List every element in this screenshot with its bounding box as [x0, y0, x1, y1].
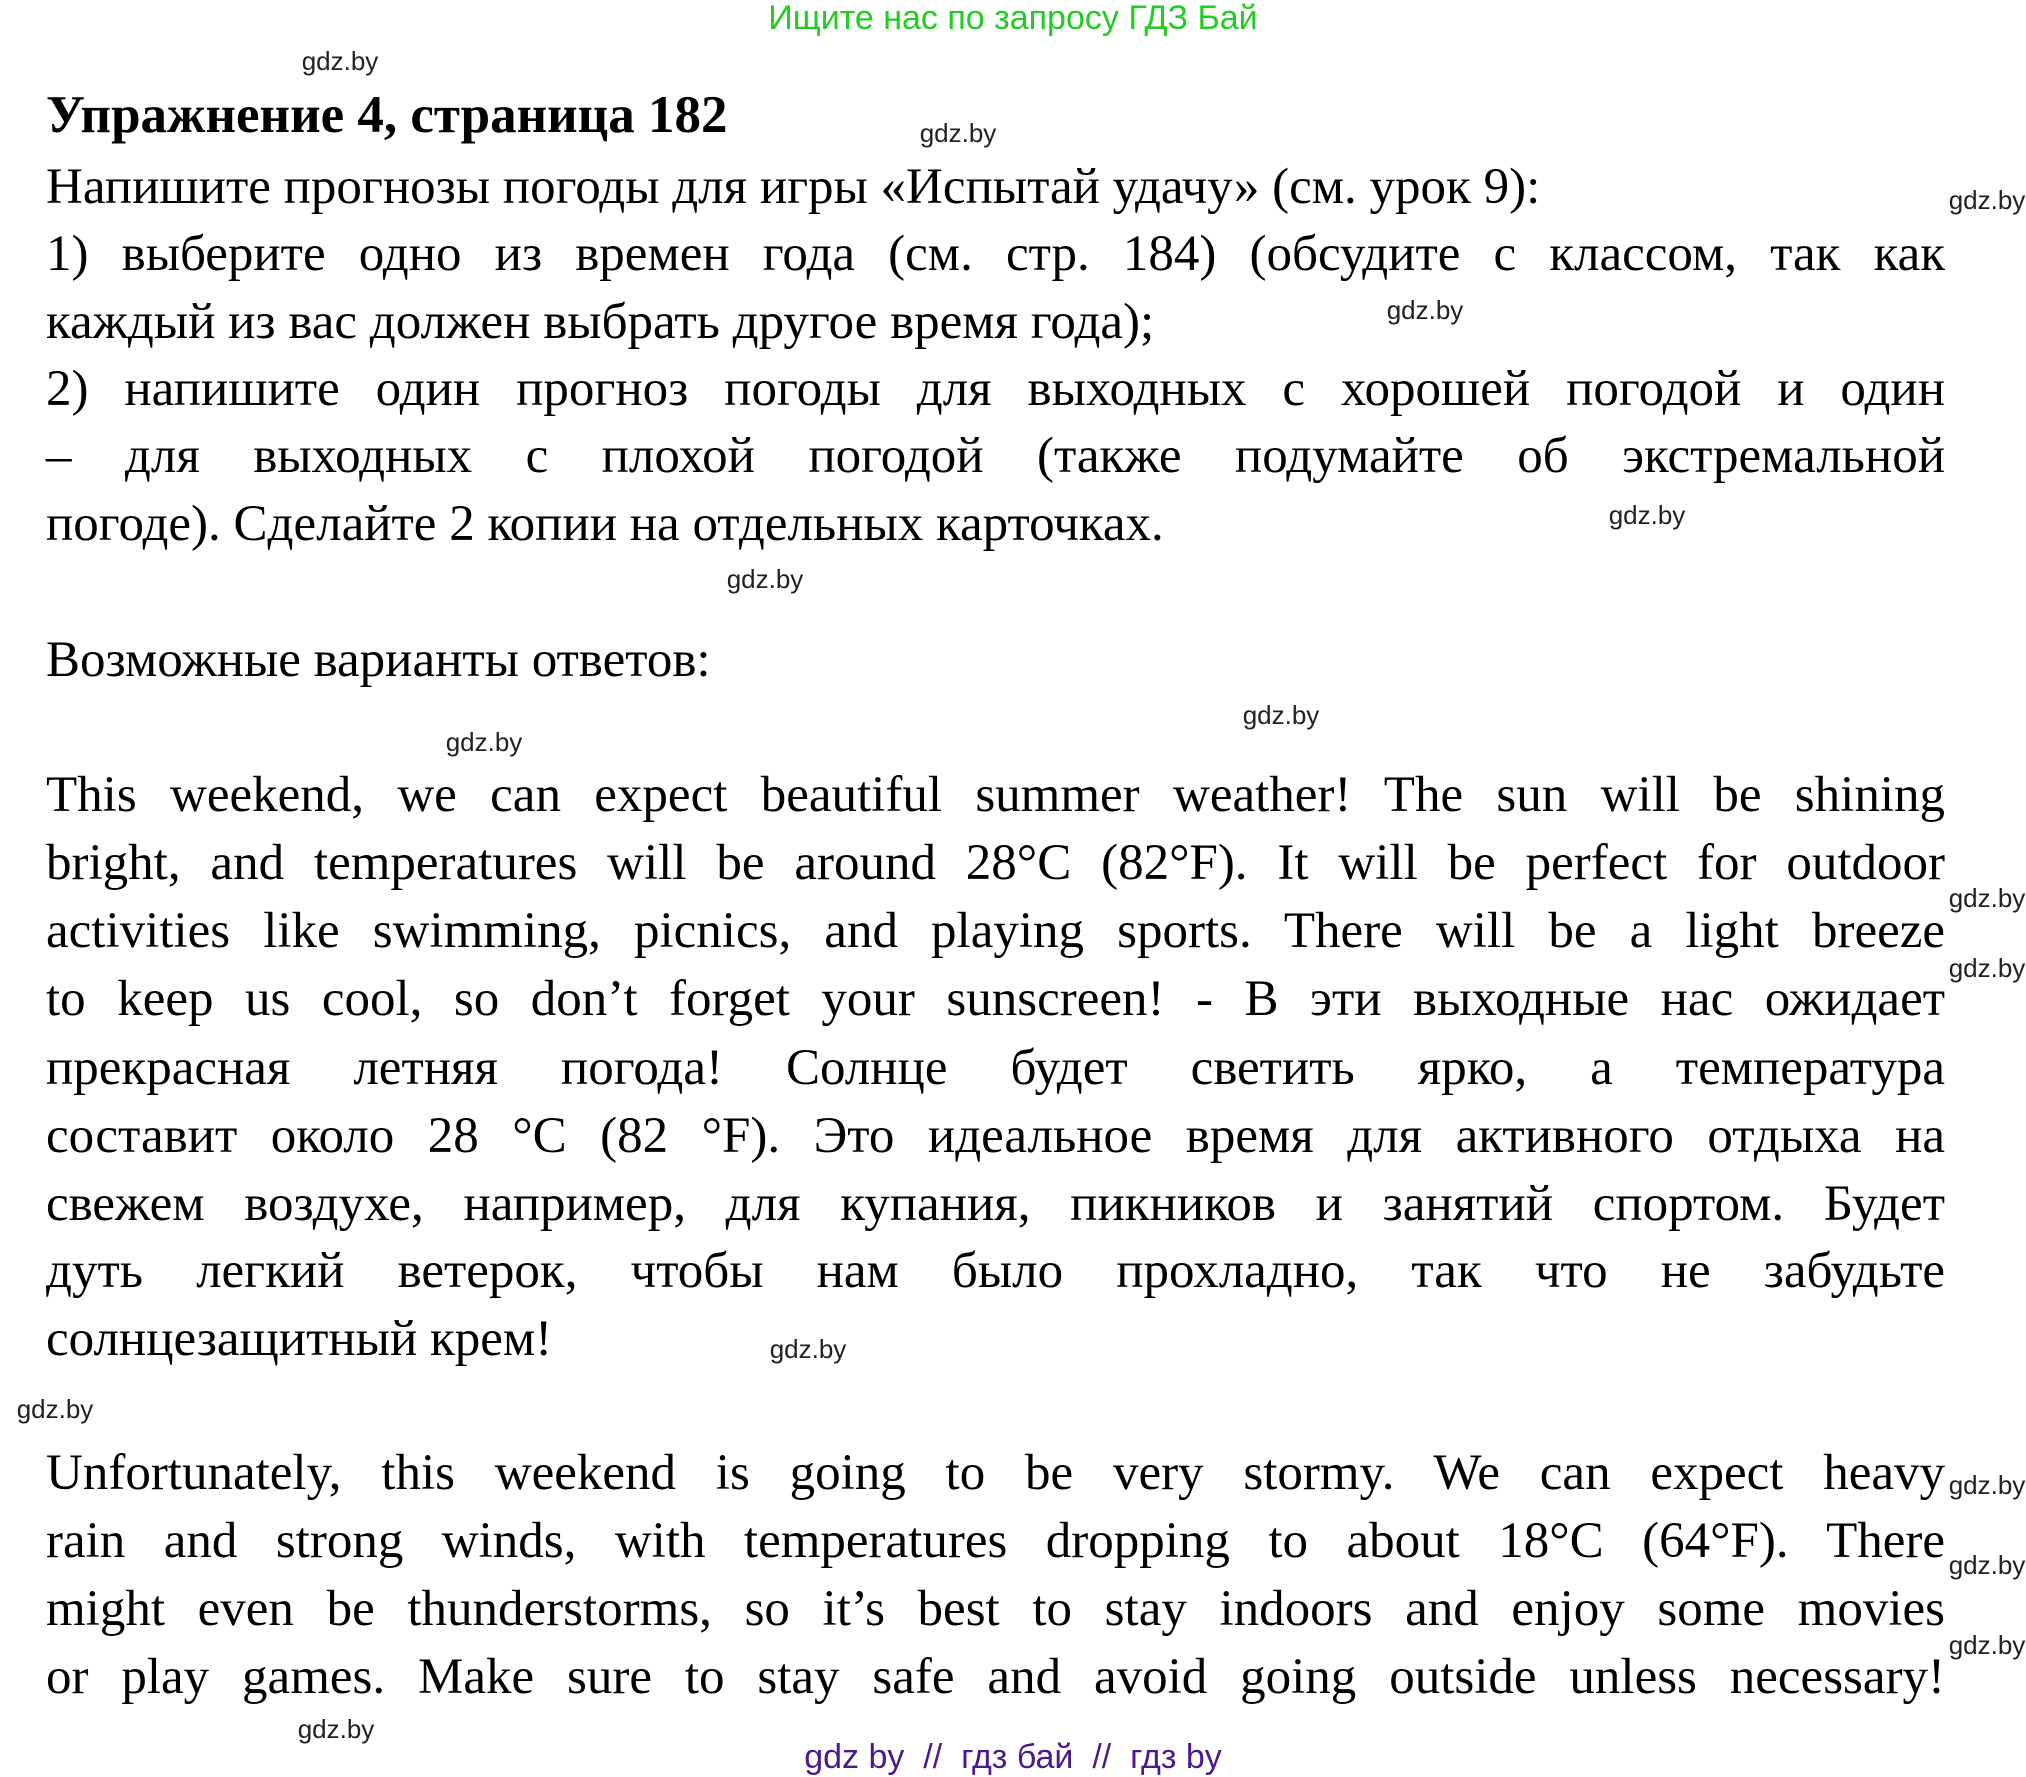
answer1-line: to keep us cool, so don’t forget your sunscreen! - В эти выходные нас ожидает: [46, 971, 1945, 1027]
watermark: gdz.by: [1242, 700, 1320, 730]
watermark: gdz.by: [1948, 1550, 2026, 1580]
watermark: gdz.by: [769, 1334, 847, 1364]
watermark: gdz.by: [1948, 185, 2026, 215]
watermark: gdz.by: [297, 1714, 375, 1744]
watermark: gdz.by: [1948, 883, 2026, 913]
answers-heading: Возможные варианты ответов:: [46, 632, 711, 688]
watermark: gdz.by: [1948, 1630, 2026, 1660]
answer1-line: activities like swimming, picnics, and playing sports. There will be a light breeze: [46, 903, 1945, 959]
page-title: Упражнение 4, страница 182: [46, 86, 728, 144]
task-line: Напишите прогнозы погоды для игры «Испытай удачу» (см. урок 9):: [46, 159, 1541, 215]
answer1-line: свежем воздухе, например, для купания, пикников и занятий спортом. Будет: [46, 1176, 1945, 1232]
answer1-line: прекрасная летняя погода! Солнце будет светить ярко, а температура: [46, 1040, 1945, 1096]
answer2-line: or play games. Make sure to stay safe and avoid going outside unless necessary!: [46, 1649, 1945, 1705]
answer2-line: might even be thunderstorms, so it’s best to stay indoors and enjoy some movies: [46, 1581, 1945, 1637]
watermark: gdz.by: [919, 118, 997, 148]
answer1-line: дуть легкий ветерок, чтобы нам было прохладно, так что не забудьте: [46, 1243, 1945, 1299]
search-hint-banner: Ищите нас по запросу ГДЗ Бай: [768, 0, 1258, 37]
watermark: gdz.by: [445, 727, 523, 757]
answer1-line: составит около 28 °C (82 °F). Это идеальное время для активного отдыха на: [46, 1108, 1945, 1164]
watermark: gdz.by: [726, 564, 804, 594]
task-line: каждый из вас должен выбрать другое время года);: [46, 294, 1155, 350]
answer1-line: солнцезащитный крем!: [46, 1311, 553, 1367]
watermark: gdz.by: [301, 46, 379, 76]
watermark: gdz.by: [1948, 953, 2026, 983]
answer1-line: bright, and temperatures will be around 28°C (82°F). It will be perfect for outdoor: [46, 835, 1945, 891]
task-line: погоде). Сделайте 2 копии на отдельных карточках.: [46, 496, 1164, 552]
answer1-line: This weekend, we can expect beautiful summer weather! The sun will be shining: [46, 767, 1945, 823]
watermark: gdz.by: [1948, 1470, 2026, 1500]
answer2-line: Unfortunately, this weekend is going to be very stormy. We can expect heavy: [46, 1445, 1945, 1501]
task-line: – для выходных с плохой погодой (также подумайте об экстремальной: [46, 428, 1945, 484]
footer-links: gdz by // гдз бай // гдз by: [804, 1738, 1222, 1776]
watermark: gdz.by: [1386, 295, 1464, 325]
watermark: gdz.by: [16, 1394, 94, 1424]
watermark: gdz.by: [1608, 500, 1686, 530]
task-line: 2) напишите один прогноз погоды для выходных с хорошей погодой и один: [46, 361, 1945, 417]
task-line: 1) выберите одно из времен года (см. стр. 184) (обсудите с классом, так как: [46, 226, 1945, 282]
answer2-line: rain and strong winds, with temperatures dropping to about 18°C (64°F). There: [46, 1513, 1945, 1569]
